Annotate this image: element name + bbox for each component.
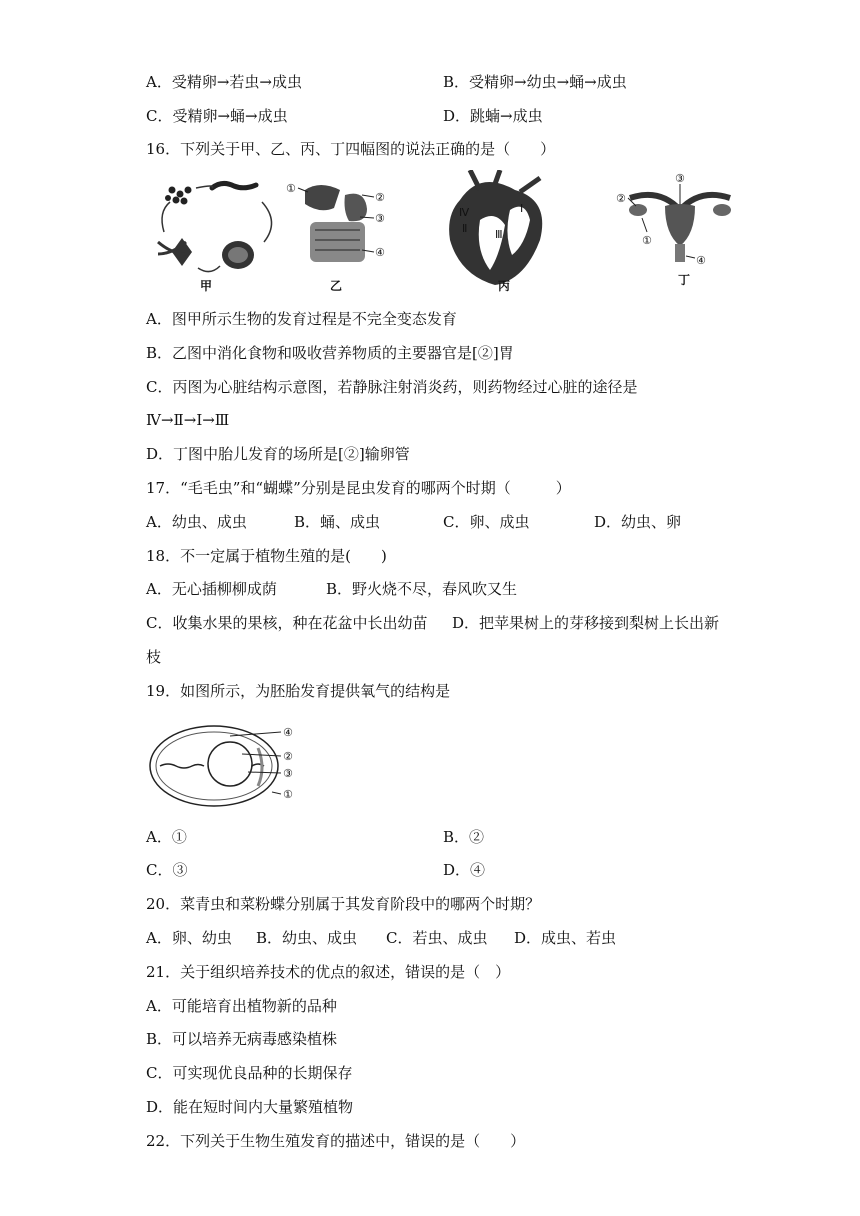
q15-option-b: B．受精卵→幼虫→蛹→成虫 bbox=[443, 73, 627, 91]
figure-ding bbox=[616, 172, 731, 287]
q16-option-c: C．丙图为心脏结构示意图，若静脉注射消炎药，则药物经过心脏的途径是 bbox=[146, 378, 638, 396]
q16-option-c-continued: Ⅳ→Ⅱ→Ⅰ→Ⅲ bbox=[146, 411, 230, 429]
figure-jia-caption: 甲 bbox=[200, 279, 213, 293]
q15-option-a: A．受精卵→若虫→成虫 bbox=[146, 73, 302, 91]
vagina-drawing bbox=[675, 244, 685, 262]
q20-option-a: A．卵、幼虫 bbox=[146, 929, 232, 947]
q19-stem: 19．如图所示，为胚胎发育提供氧气的结构是 bbox=[146, 682, 451, 700]
q18-stem: 18．不一定属于植物生殖的是( ) bbox=[146, 547, 387, 565]
yi-label-3: ③ bbox=[375, 212, 385, 225]
q20-option-d: D．成虫、若虫 bbox=[514, 929, 617, 947]
bing-label-ii: Ⅱ bbox=[462, 222, 468, 235]
q19-option-a: A．① bbox=[146, 828, 187, 846]
q17-stem: 17．“毛毛虫”和“蝴蝶”分别是昆虫发育的哪两个时期（ ） bbox=[146, 479, 571, 497]
yi-label-2: ② bbox=[375, 191, 385, 204]
q16-stem: 16．下列关于甲、乙、丙、丁四幅图的说法正确的是（ ） bbox=[146, 140, 556, 158]
q17-option-d: D．幼虫、卵 bbox=[594, 513, 682, 531]
egg-label-4: ④ bbox=[283, 726, 293, 739]
q16-option-a: A．图甲所示生物的发育过程是不完全变态发育 bbox=[146, 310, 457, 328]
q19-option-d: D．④ bbox=[443, 861, 486, 879]
q19-option-c: C．③ bbox=[146, 861, 188, 879]
q19-egg-figure bbox=[146, 718, 316, 814]
figure-ding-caption: 丁 bbox=[678, 273, 691, 287]
intestine-drawing bbox=[310, 222, 365, 262]
q17-option-b: B．蛹、成虫 bbox=[294, 513, 381, 531]
figure-yi bbox=[286, 182, 385, 293]
larva-drawing bbox=[212, 183, 256, 188]
yi-label-4: ④ bbox=[375, 246, 385, 259]
ding-label-3: ③ bbox=[675, 172, 685, 185]
q19-option-b: B．② bbox=[443, 828, 485, 846]
q15-option-c: C．受精卵→蛹→成虫 bbox=[146, 107, 288, 125]
q18-option-d: D．把苹果树上的芽移接到梨树上长出新 bbox=[452, 614, 720, 632]
q18-option-b: B．野火烧不尽，春风吹又生 bbox=[326, 580, 518, 598]
bing-label-iv: Ⅳ bbox=[459, 206, 470, 219]
q21-option-b: B．可以培养无病毒感染植株 bbox=[146, 1030, 338, 1048]
yi-label-1: ① bbox=[286, 182, 296, 195]
q22-stem: 22．下列关于生物生殖发育的描述中，错误的是（ ） bbox=[146, 1132, 526, 1150]
ding-label-2: ② bbox=[616, 192, 626, 205]
chalaza-drawing bbox=[160, 764, 204, 768]
q21-stem: 21．关于组织培养技术的优点的叙述，错误的是（ ） bbox=[146, 963, 511, 981]
eggs-drawing bbox=[165, 187, 192, 205]
q17-option-c: C．卵、成虫 bbox=[443, 513, 530, 531]
q15-option-d: D．跳蝻→成虫 bbox=[443, 107, 543, 125]
ding-label-1: ① bbox=[642, 234, 652, 247]
q16-option-b: B．乙图中消化食物和吸收营养物质的主要器官是[②]胃 bbox=[146, 344, 514, 362]
ding-label-4: ④ bbox=[696, 254, 706, 267]
q20-option-c: C．若虫、成虫 bbox=[386, 929, 488, 947]
bing-label-iii: Ⅲ bbox=[495, 228, 503, 241]
q18-option-d-continued: 枝 bbox=[146, 648, 162, 666]
figure-bing-caption: 丙 bbox=[498, 279, 511, 293]
yolk-drawing bbox=[208, 742, 252, 786]
q20-option-b: B．幼虫、成虫 bbox=[256, 929, 358, 947]
egg-label-3: ③ bbox=[283, 767, 293, 780]
uterus-drawing bbox=[665, 204, 695, 246]
figure-yi-caption: 乙 bbox=[330, 279, 343, 293]
q21-option-a: A．可能培育出植物新的品种 bbox=[146, 997, 337, 1015]
q18-option-a: A．无心插柳柳成荫 bbox=[146, 580, 277, 598]
q21-option-d: D．能在短时间内大量繁殖植物 bbox=[146, 1098, 354, 1116]
q21-option-c: C．可实现优良品种的长期保存 bbox=[146, 1064, 353, 1082]
egg-label-2: ② bbox=[283, 750, 293, 763]
q16-figure bbox=[150, 170, 750, 295]
q18-option-c: C．收集水果的果核，种在花盆中长出幼苗 bbox=[146, 614, 428, 632]
liver-drawing bbox=[305, 185, 340, 210]
q17-option-a: A．幼虫、成虫 bbox=[146, 513, 247, 531]
bing-label-i: Ⅰ bbox=[520, 202, 524, 215]
figure-jia bbox=[158, 183, 272, 293]
ovary-drawing bbox=[629, 204, 647, 216]
egg-label-1: ① bbox=[283, 788, 293, 801]
q20-stem: 20．菜青虫和菜粉蝶分别属于其发育阶段中的哪两个时期？ bbox=[146, 895, 541, 913]
figure-bing bbox=[449, 170, 542, 293]
q16-option-d: D．丁图中胎儿发育的场所是[②]输卵管 bbox=[146, 445, 410, 463]
